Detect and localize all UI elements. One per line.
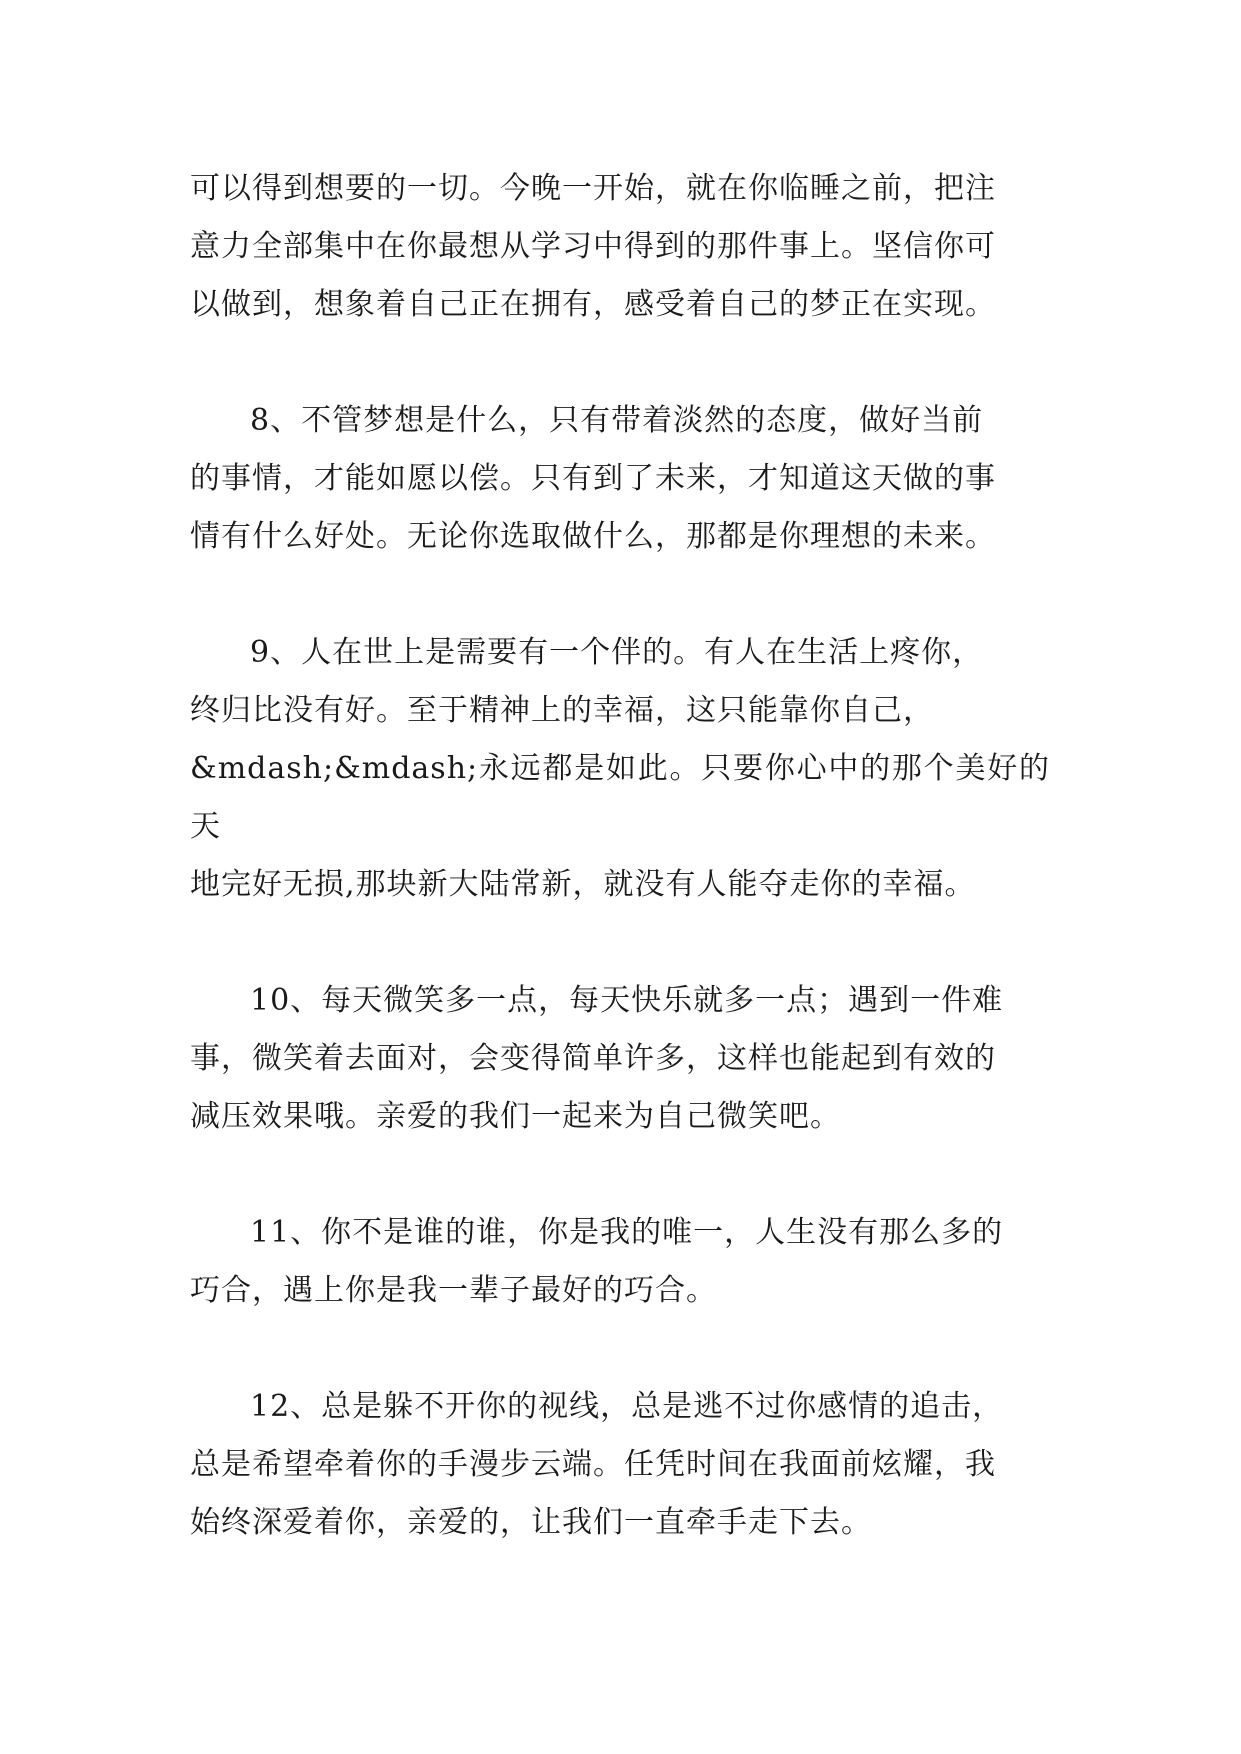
paragraph-10: 10、每天微笑多一点，每天快乐就多一点；遇到一件难 事，微笑着去面对，会变得简单许多，这样也能起到有效的 减压效果哦。亲爱的我们一起来为自己微笑吧。 <box>190 983 1004 1134</box>
paragraph-9: 9、人在世上是需要有一个伴的。有人在生活上疼你， 终归比没有好。至于精神上的幸福，这只能靠你自己， &mdash;&mdash;永远都是如此。只要你心中的那个美好的天 地完好无损,那块新大陆常新，就没有人能夺走你的幸福。 <box>190 635 1050 902</box>
document-body <box>190 160 1050 1610</box>
paragraph-11: 11、你不是谁的谁，你是我的唯一，人生没有那么多的 巧合，遇上你是我一辈子最好的巧合。 <box>190 1215 1004 1308</box>
paragraph-8: 8、不管梦想是什么，只有带着淡然的态度，做好当前 的事情，才能如愿以偿。只有到了未来，才知道这天做的事 情有什么好处。无论你选取做什么，那都是你理想的未来。 <box>190 403 996 554</box>
paragraph-continued: 可以得到想要的一切。今晚一开始，就在你临睡之前，把注 意力全部集中在你最想从学习中得到的那件事上。坚信你可 以做到，想象着自己正在拥有，感受着自己的梦正在实现。 <box>190 171 996 322</box>
paragraph-12: 12、总是躲不开你的视线，总是逃不过你感情的追击， 总是希望牵着你的手漫步云端。任凭时间在我面前炫耀，我 始终深爱着你，亲爱的，让我们一直牵手走下去。 <box>190 1389 1004 1540</box>
